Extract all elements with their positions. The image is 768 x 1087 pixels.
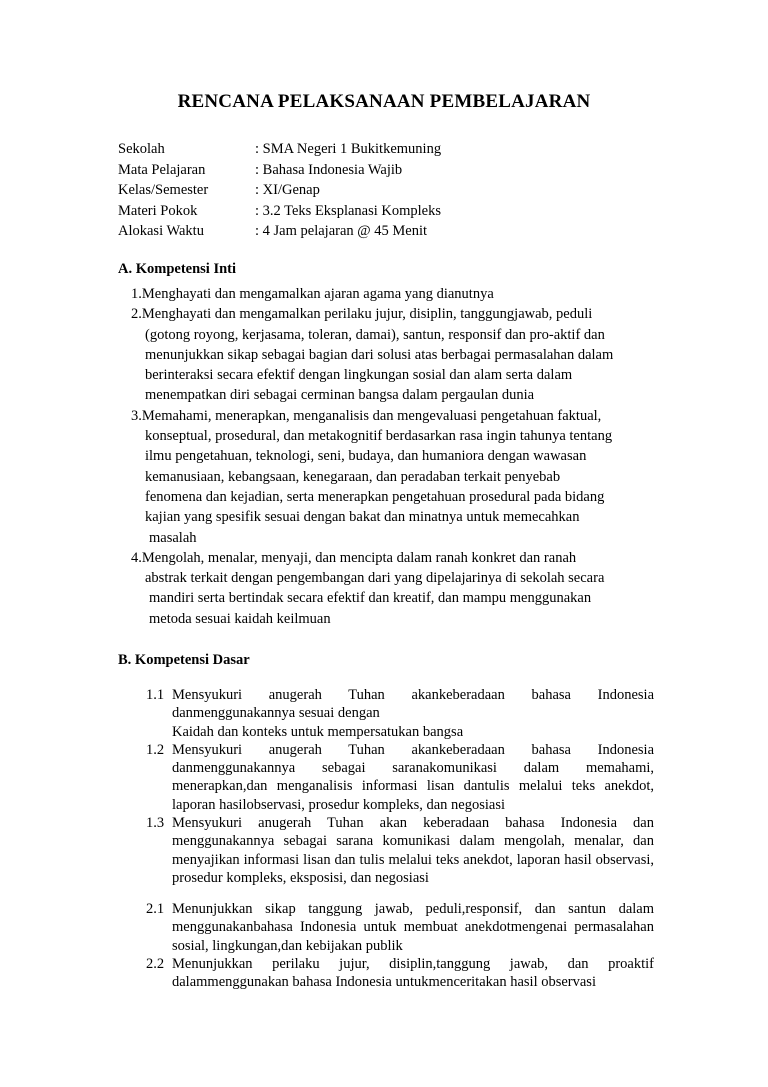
ki-line: menunjukkan sikap sebagai bagian dari solusi atas berbagai permasalahan dalam: [145, 346, 614, 363]
identity-table: [118, 139, 441, 242]
identity-row: [118, 180, 441, 201]
identity-label: Sekolah: [118, 141, 165, 157]
kd-text: Mensyukuri anugerah Tuhan akankeberadaan bahasa Indonesia danmenggunakannya sebagai saranakomunikasi dalam memahami, menerapkan,dan menganalisis informasi lisan dantulis melalui teks anekdot, laporan hasilobservasi, prosedur kompleks, dan negosiasi: [172, 741, 654, 813]
kd-text-extra: Kaidah dan konteks untuk mempersatukan bangsa: [172, 723, 464, 740]
ki-line: ilmu pengetahuan, teknologi, seni, budaya, dan humaniora dengan wawasan: [145, 448, 587, 465]
ki-line: mandiri serta bertindak secara efektif dan kreatif, dan mampu menggunakan: [149, 590, 592, 607]
ki-line: fenomena dan kejadian, serta menerapkan pengetahuan prosedural pada bidang: [145, 488, 605, 505]
ki-line: (gotong royong, kerjasama, toleran, damai), santun, responsif dan pro-aktif dan: [145, 326, 605, 343]
kd-number: 1.2: [146, 741, 165, 758]
ki-line: kemanusiaan, kebangsaan, kenegaraan, dan peradaban terkait penyebab: [145, 468, 561, 485]
ki-line: kajian yang spesifik sesuai dengan bakat dan minatnya untuk memecahkan: [145, 509, 580, 526]
kd-number: 2.1: [146, 901, 165, 917]
ki-line: abstrak terkait dengan pengembangan dari yang dipelajarinya di sekolah secara: [145, 570, 605, 587]
identity-value: : 3.2 Teks Eksplanasi Kompleks: [255, 202, 441, 219]
kompetensi-dasar-group-2: [146, 900, 654, 991]
identity-label: Mata Pelajaran: [118, 161, 206, 178]
identity-row: [118, 139, 441, 160]
identity-row: [118, 160, 441, 181]
ki-line: 4.Mengolah, menalar, menyaji, dan mencipta dalam ranah konkret dan ranah: [131, 549, 577, 566]
kd-number: 1.3: [146, 815, 165, 832]
kd-item: [146, 814, 654, 887]
ki-line: masalah: [149, 529, 197, 546]
kompetensi-dasar-group-1: [146, 686, 654, 887]
identity-row: [118, 221, 441, 242]
ki-line: 2.Menghayati dan mengamalkan perilaku jujur, disiplin, tanggungjawab, peduli: [131, 306, 593, 323]
section-heading-kompetensi-inti: A. Kompetensi Inti: [118, 261, 237, 277]
kd-item: [146, 741, 654, 814]
kompetensi-inti-list: [131, 284, 613, 629]
kd-number: 1.1: [146, 687, 165, 703]
kd-text: [172, 686, 654, 741]
ki-line: konseptual, prosedural, dan metakognitif berdasarkan rasa ingin tahunya tentang: [145, 428, 613, 445]
identity-value: : Bahasa Indonesia Wajib: [255, 161, 403, 178]
ki-line: 3.Memahami, menerapkan, menganalisis dan mengevaluasi pengetahuan faktual,: [131, 407, 602, 424]
ki-line: menempatkan diri sebagai cerminan bangsa dalam pergaulan dunia: [145, 387, 535, 404]
identity-row: [118, 201, 441, 222]
ki-line: berinteraksi secara efektif dengan lingkungan sosial dan alam serta dalam: [145, 367, 573, 384]
ki-line: 1.Menghayati dan mengamalkan ajaran agama yang dianutnya: [131, 286, 494, 302]
kd-text: Menunjukkan perilaku jujur, disiplin,tanggung jawab, dan proaktif dalammenggunakan bahasa Indonesia untukmenceritakan hasil observasi: [172, 955, 654, 991]
section-heading-kompetensi-dasar: B. Kompetensi Dasar: [118, 652, 250, 668]
kd-number: 2.2: [146, 955, 165, 972]
kd-text: Mensyukuri anugerah Tuhan akan keberadaan bahasa Indonesia dan menggunakannya sebagai sarana komunikasi dalam mengolah, menalar, dan menyajikan informasi lisan dan tulis melalui teks anekdot, laporan hasil observasi, prosedur kompleks, eksposisi, dan negosiasi: [172, 815, 654, 886]
ki-line: metoda sesuai kaidah keilmuan: [149, 610, 331, 627]
identity-label: Kelas/Semester: [118, 182, 209, 198]
identity-value: : SMA Negeri 1 Bukitkemuning: [255, 141, 442, 157]
kd-text: Menunjukkan sikap tanggung jawab, peduli,responsif, dan santun dalam menggunakanbahasa Indonesia untuk membuat anekdotmengenai permasalahan sosial, lingkungan,dan kebijakan publik: [172, 901, 654, 954]
page-title: RENCANA PELAKSANAAN PEMBELAJARAN: [177, 91, 591, 112]
identity-value: : 4 Jam pelajaran @ 45 Menit: [255, 223, 428, 239]
kd-text-main: Mensyukuri anugerah Tuhan akankeberadaan bahasa Indonesia danmenggunakannya sesuai dengan: [172, 687, 654, 722]
kd-item: [146, 900, 654, 955]
kd-item: [146, 686, 654, 741]
kd-item: [146, 955, 654, 992]
identity-value: : XI/Genap: [255, 182, 320, 198]
identity-label: Materi Pokok: [118, 202, 198, 219]
identity-label: Alokasi Waktu: [118, 223, 204, 239]
